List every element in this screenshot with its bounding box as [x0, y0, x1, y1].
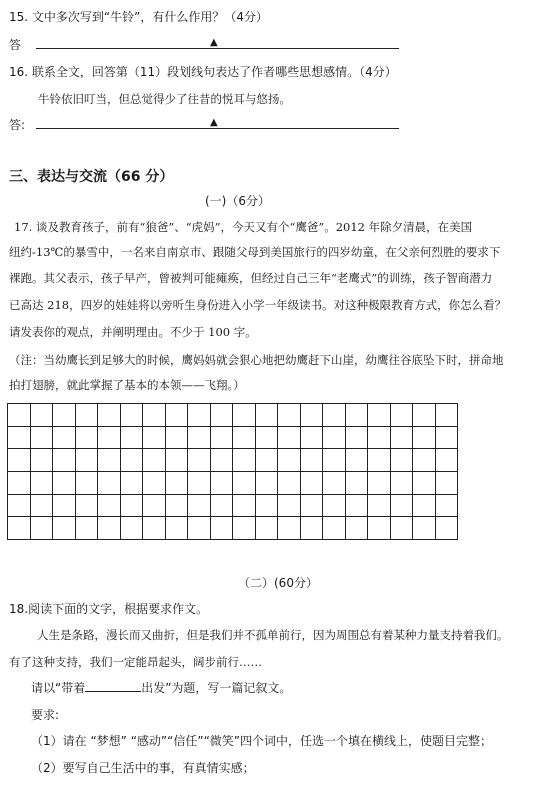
grid-cell[interactable]	[31, 517, 54, 540]
q17-note-line: （注：当幼鹰长到足够大的时候，鹰妈妈就会狠心地把幼鹰赶下山崖，幼鹰往谷底坠下时，拼命地	[9, 353, 504, 367]
q17-line: 已高达 218，四岁的娃娃将以旁听生身份进入小学一年级读书。对这种极限教育方式，你怎么看？	[9, 298, 507, 312]
grid-cell[interactable]	[166, 404, 189, 427]
grid-cell[interactable]	[278, 472, 301, 495]
grid-cell[interactable]	[143, 449, 166, 472]
grid-cell[interactable]	[98, 517, 121, 540]
grid-cell[interactable]	[256, 404, 279, 427]
grid-cell[interactable]	[346, 427, 369, 450]
grid-cell[interactable]	[188, 449, 211, 472]
grid-cell[interactable]	[436, 449, 459, 472]
question-18: 18.阅读下面的文字，根据要求作文。	[9, 602, 209, 616]
grid-cell[interactable]	[346, 449, 369, 472]
grid-cell[interactable]	[188, 517, 211, 540]
grid-cell[interactable]	[323, 495, 346, 518]
grid-cell[interactable]	[413, 517, 436, 540]
grid-cell[interactable]	[31, 427, 54, 450]
grid-cell[interactable]	[301, 495, 324, 518]
grid-cell[interactable]	[8, 427, 31, 450]
grid-cell[interactable]	[301, 449, 324, 472]
grid-cell[interactable]	[76, 517, 99, 540]
grid-cell[interactable]	[53, 517, 76, 540]
passage-line: 有了这种支持，我们一定能昂起头，阔步前行……	[9, 655, 262, 669]
grid-cell[interactable]	[391, 495, 414, 518]
grid-cell[interactable]	[98, 427, 121, 450]
grid-cell[interactable]	[346, 404, 369, 427]
grid-cell[interactable]	[8, 449, 31, 472]
grid-cell[interactable]	[233, 472, 256, 495]
grid-cell[interactable]	[368, 404, 391, 427]
grid-cell[interactable]	[143, 495, 166, 518]
grid-cell[interactable]	[211, 495, 234, 518]
grid-cell[interactable]	[413, 495, 436, 518]
grid-cell[interactable]	[188, 472, 211, 495]
writing-grid[interactable]	[7, 403, 458, 540]
grid-cell[interactable]	[31, 449, 54, 472]
grid-cell[interactable]	[76, 449, 99, 472]
grid-cell[interactable]	[278, 517, 301, 540]
grid-cell[interactable]	[121, 449, 144, 472]
grid-cell[interactable]	[53, 404, 76, 427]
essay-prompt-before: 请以“带着	[31, 681, 86, 695]
grid-cell[interactable]	[256, 449, 279, 472]
grid-cell[interactable]	[413, 449, 436, 472]
grid-cell[interactable]	[233, 517, 256, 540]
question-16: 16. 联系全文，回答第（11）段划线句表达了作者哪些思想感情。（4分）	[9, 65, 397, 79]
grid-cell[interactable]	[76, 472, 99, 495]
grid-cell[interactable]	[121, 472, 144, 495]
grid-cell[interactable]	[211, 449, 234, 472]
grid-cell[interactable]	[53, 495, 76, 518]
grid-cell[interactable]	[211, 427, 234, 450]
grid-cell[interactable]	[323, 517, 346, 540]
grid-cell[interactable]	[31, 472, 54, 495]
grid-cell[interactable]	[121, 427, 144, 450]
grid-cell[interactable]	[413, 427, 436, 450]
grid-cell[interactable]	[256, 495, 279, 518]
grid-cell[interactable]	[413, 404, 436, 427]
triangle-marker-icon: ▲	[210, 37, 218, 48]
grid-cell[interactable]	[233, 427, 256, 450]
grid-cell[interactable]	[53, 472, 76, 495]
grid-cell[interactable]	[323, 404, 346, 427]
passage-line: 人生是条路，漫长而又曲折，但是我们并不孤单前行，因为周围总有着某种力量支持着我们。	[37, 628, 509, 642]
section-3-title: 三、表达与交流（66 分）	[9, 169, 174, 185]
grid-cell[interactable]	[31, 404, 54, 427]
grid-cell[interactable]	[391, 517, 414, 540]
grid-cell[interactable]	[436, 472, 459, 495]
grid-cell[interactable]	[323, 472, 346, 495]
grid-cell[interactable]	[53, 427, 76, 450]
grid-cell[interactable]	[233, 495, 256, 518]
grid-cell[interactable]	[31, 495, 54, 518]
requirement-item: （1）请在 “梦想” “感动”“信任”“微笑”四个词中，任选一个填在横线上，使题目完整；	[31, 734, 493, 748]
title-blank[interactable]	[85, 680, 141, 692]
grid-cell[interactable]	[98, 495, 121, 518]
grid-cell[interactable]	[278, 449, 301, 472]
grid-cell[interactable]	[391, 427, 414, 450]
grid-cell[interactable]	[121, 517, 144, 540]
grid-cell[interactable]	[53, 449, 76, 472]
grid-cell[interactable]	[301, 517, 324, 540]
grid-cell[interactable]	[166, 449, 189, 472]
grid-cell[interactable]	[368, 517, 391, 540]
grid-cell[interactable]	[368, 427, 391, 450]
q17-line: 裸跑。其父表示，孩子早产，曾被判可能瘫痪，但经过自己三年“老鹰式”的训练，孩子智商潜力	[9, 271, 493, 285]
answer-line-16	[36, 128, 399, 129]
grid-cell[interactable]	[301, 472, 324, 495]
grid-cell[interactable]	[256, 472, 279, 495]
essay-prompt	[31, 680, 291, 696]
grid-cell[interactable]	[233, 449, 256, 472]
grid-cell[interactable]	[8, 404, 31, 427]
question-15: 15. 文中多次写到“牛铃”，有什么作用？（4分）	[9, 10, 268, 24]
grid-cell[interactable]	[188, 404, 211, 427]
grid-cell[interactable]	[278, 404, 301, 427]
q17-line: 17. 谈及教育孩子，前有“狼爸”、“虎妈”，今天又有个“鹰爸”。2012 年除夕清晨，在美国	[14, 220, 473, 234]
grid-cell[interactable]	[368, 449, 391, 472]
grid-cell[interactable]	[76, 404, 99, 427]
grid-cell[interactable]	[278, 495, 301, 518]
grid-cell[interactable]	[98, 404, 121, 427]
triangle-marker-icon: ▲	[210, 117, 218, 128]
grid-cell[interactable]	[143, 427, 166, 450]
part-2-label: （二）(60分）	[238, 576, 318, 590]
grid-cell[interactable]	[323, 427, 346, 450]
grid-cell[interactable]	[436, 495, 459, 518]
essay-prompt-after: 出发”为题，写一篇记叙文。	[141, 681, 292, 695]
grid-cell[interactable]	[143, 472, 166, 495]
grid-cell[interactable]	[166, 495, 189, 518]
grid-cell[interactable]	[166, 472, 189, 495]
grid-cell[interactable]	[166, 427, 189, 450]
grid-cell[interactable]	[76, 427, 99, 450]
grid-cell[interactable]	[436, 404, 459, 427]
grid-cell[interactable]	[8, 472, 31, 495]
grid-cell[interactable]	[76, 495, 99, 518]
answer-label-16: 答:	[9, 118, 26, 132]
grid-cell[interactable]	[188, 427, 211, 450]
grid-cell[interactable]	[346, 472, 369, 495]
grid-cell[interactable]	[436, 517, 459, 540]
q17-line: 请发表你的观点，并阐明理由。不少于 100 字。	[9, 325, 257, 339]
grid-cell[interactable]	[211, 517, 234, 540]
grid-cell[interactable]	[368, 495, 391, 518]
grid-cell[interactable]	[391, 472, 414, 495]
requirement-item: （2）要写自己生活中的事，有真情实感；	[31, 761, 255, 775]
grid-cell[interactable]	[8, 495, 31, 518]
grid-cell[interactable]	[143, 517, 166, 540]
grid-cell[interactable]	[188, 495, 211, 518]
grid-cell[interactable]	[166, 517, 189, 540]
grid-cell[interactable]	[233, 404, 256, 427]
answer-label-15: 答	[9, 38, 22, 52]
grid-cell[interactable]	[121, 404, 144, 427]
grid-cell[interactable]	[413, 472, 436, 495]
grid-cell[interactable]	[368, 472, 391, 495]
grid-cell[interactable]	[211, 472, 234, 495]
grid-cell[interactable]	[346, 495, 369, 518]
grid-cell[interactable]	[346, 517, 369, 540]
grid-cell[interactable]	[301, 427, 324, 450]
part-1-label: (一)（6分）	[205, 194, 270, 208]
grid-cell[interactable]	[256, 517, 279, 540]
grid-cell[interactable]	[436, 427, 459, 450]
grid-cell[interactable]	[211, 404, 234, 427]
q17-note-line: 拍打翅膀，就此掌握了基本的本领——飞翔。）	[9, 378, 245, 392]
grid-cell[interactable]	[98, 449, 121, 472]
grid-cell[interactable]	[323, 449, 346, 472]
grid-cell[interactable]	[391, 449, 414, 472]
grid-cell[interactable]	[391, 404, 414, 427]
question-16-quote: 牛铃依旧叮当，但总觉得少了往昔的悦耳与悠扬。	[38, 92, 291, 106]
grid-cell[interactable]	[8, 517, 31, 540]
answer-line-15	[36, 48, 399, 49]
grid-cell[interactable]	[301, 404, 324, 427]
requirements-label: 要求:	[31, 708, 60, 722]
q17-line: 纽约-13℃的暴雪中，一名来自南京市、跟随父母到美国旅行的四岁幼童，在父亲何烈胜的要求下	[9, 245, 501, 259]
grid-cell[interactable]	[98, 472, 121, 495]
grid-cell[interactable]	[143, 404, 166, 427]
grid-cell[interactable]	[278, 427, 301, 450]
grid-cell[interactable]	[121, 495, 144, 518]
grid-cell[interactable]	[256, 427, 279, 450]
